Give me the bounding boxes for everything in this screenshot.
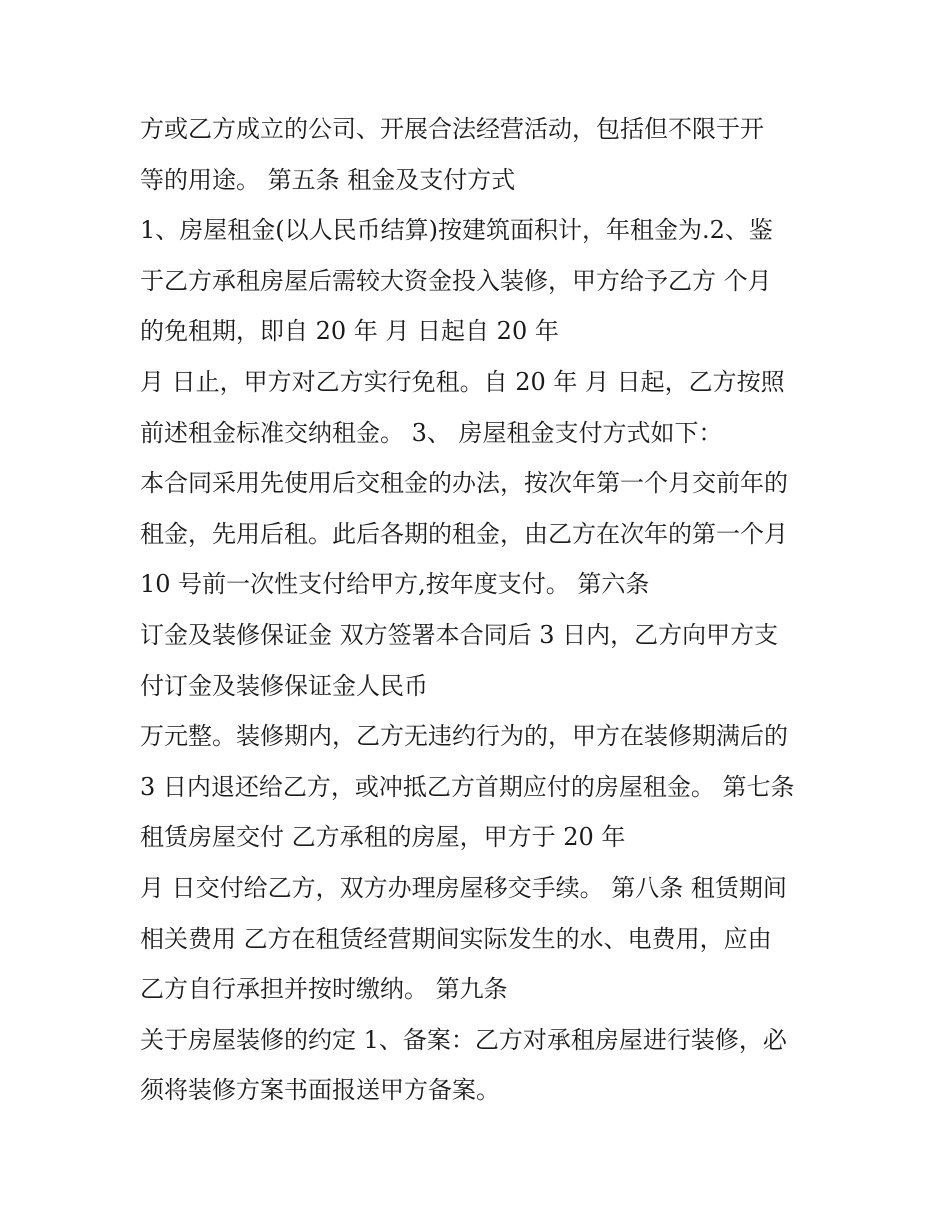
text-line: 的免租期，即自 20 年 月 日起自 20 年: [140, 317, 559, 346]
text-line: 月 日止，甲方对乙方实行免租。自 20 年 月 日起，乙方按照: [140, 367, 785, 396]
text-line: 须将装修方案书面报送甲方备案。: [140, 1076, 500, 1105]
text-line: 1、房屋租金(以人民币结算)按建筑面积计，年租金为.2、鉴: [140, 216, 773, 245]
text-line: 前述租金标准交纳租金。 3、 房屋租金支付方式如下：: [140, 418, 723, 447]
text-line: 付订金及装修保证金人民币: [140, 671, 428, 700]
text-line: 本合同采用先使用后交租金的办法，按次年第一个月交前年的: [140, 469, 788, 498]
text-line: 3 日内退还给乙方，或冲抵乙方首期应付的房屋租金。 第七条: [140, 772, 795, 801]
text-line: 方或乙方成立的公司、开展合法经营活动，包括但不限于开: [140, 115, 764, 143]
text-line: 相关费用 乙方在租赁经营期间实际发生的水、电费用，应由: [140, 924, 772, 953]
text-line: 等的用途。 第五条 租金及支付方式: [140, 165, 516, 194]
text-line: 订金及装修保证金 双方签署本合同后 3 日内，乙方向甲方支: [140, 620, 779, 649]
text-line: 租赁房屋交付 乙方承租的房屋，甲方于 20 年: [140, 823, 626, 852]
text-line: 万元整。装修期内，乙方无违约行为的，甲方在装修期满后的: [140, 722, 788, 751]
text-line: 10 号前一次性支付给甲方,按年度支付。 第六条: [140, 570, 650, 599]
contract-body: [140, 104, 830, 1116]
text-line: 于乙方承租房屋后需较大资金投入装修，甲方给予乙方 个月: [140, 266, 772, 295]
text-line: 乙方自行承担并按时缴纳。 第九条: [140, 975, 508, 1004]
text-line: 租金，先用后租。此后各期的租金，由乙方在次年的第一个月: [140, 519, 788, 548]
text-line: 月 日交付给乙方，双方办理房屋移交手续。 第八条 租赁期间: [140, 873, 787, 902]
text-line: 关于房屋装修的约定 1、备案：乙方对承租房屋进行装修，必: [140, 1025, 787, 1054]
